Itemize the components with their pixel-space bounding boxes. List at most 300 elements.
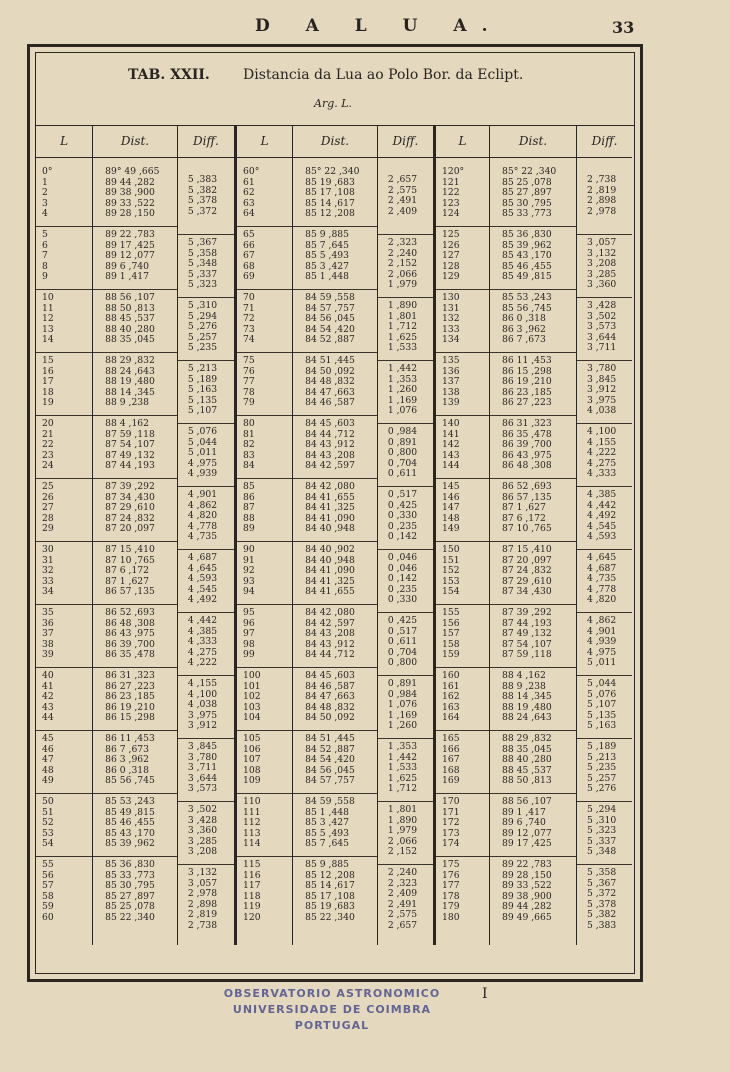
table-cell: 5 ,213 xyxy=(587,751,617,763)
row-group xyxy=(490,794,576,857)
table-cell: 163 xyxy=(442,701,460,713)
table-cell: 1 xyxy=(42,176,48,188)
row-group xyxy=(36,227,92,290)
row-group xyxy=(93,605,177,668)
row-groups xyxy=(293,158,377,923)
table-cell: 87 1 ,627 xyxy=(502,502,546,513)
table-cell: 0 ,046 xyxy=(387,552,418,563)
table-cell: 178 xyxy=(442,890,460,902)
row-group xyxy=(237,227,292,290)
table-cell: 89 33 ,522 xyxy=(105,197,155,209)
table-cell: 84 45 ,603 xyxy=(305,670,355,681)
table-cell: 85 9 ,885 xyxy=(305,859,349,870)
row-group xyxy=(577,676,632,739)
table-cell: 37 xyxy=(42,628,54,639)
table-cell: 168 xyxy=(442,764,460,776)
table-cell: 85 49 ,815 xyxy=(105,806,155,818)
table-cell: 148 xyxy=(442,512,460,524)
table-cell: 0 ,142 xyxy=(387,531,418,542)
table-cell: 5 ,382 xyxy=(187,184,218,196)
table-cell: 140 xyxy=(442,418,460,429)
row-group xyxy=(237,290,292,353)
table-cell: 85 3 ,427 xyxy=(305,260,349,272)
table-cell: 5 ,011 xyxy=(587,657,617,668)
row-groups xyxy=(378,158,433,931)
table-cell: 88 9 ,238 xyxy=(105,397,149,408)
table-cell: 89 17 ,425 xyxy=(105,239,155,251)
table-cell: 0 ,425 xyxy=(387,615,418,626)
table-cell: 3 ,780 xyxy=(187,751,218,763)
table-cell: 5 ,337 xyxy=(187,268,218,280)
table-cell: 4 ,593 xyxy=(587,531,617,542)
row-group xyxy=(237,542,292,605)
row-group xyxy=(490,668,576,731)
table-cell: 60 xyxy=(42,911,54,923)
table-cell: 2 ,738 xyxy=(187,919,218,931)
row-group xyxy=(93,668,177,731)
row-group xyxy=(577,613,632,676)
table-cell: 86 39 ,700 xyxy=(502,439,552,450)
table-cell: 130 xyxy=(442,292,460,303)
row-group xyxy=(490,353,576,416)
table-cell: 67 xyxy=(243,250,255,261)
table-cell: 87 15 ,410 xyxy=(502,544,552,555)
column-header: Diff. xyxy=(577,125,632,158)
row-group xyxy=(436,353,489,416)
table-cell: 5 ,348 xyxy=(187,258,218,269)
table-cell: 0 ,142 xyxy=(387,573,418,584)
table-cell: 162 xyxy=(442,691,460,702)
table-cell: 57 xyxy=(42,880,54,891)
table-cell: 88 40 ,280 xyxy=(502,754,552,765)
table-cell: 1 ,890 xyxy=(387,300,418,311)
running-title: D A L U A. xyxy=(255,16,503,36)
row-group xyxy=(36,668,92,731)
table-cell: 88 14 ,345 xyxy=(105,386,155,398)
table-cell: 89 38 ,900 xyxy=(502,890,552,902)
table-cell: 85 43 ,170 xyxy=(502,250,552,261)
table-cell: 88 4 ,162 xyxy=(502,670,546,681)
table-cell: 85 14 ,617 xyxy=(305,197,355,209)
table-cell: 136 xyxy=(442,365,460,377)
table-frame xyxy=(27,44,643,982)
table-cell: 39 xyxy=(42,649,54,660)
table-block xyxy=(436,125,632,945)
table-cell: 96 xyxy=(243,617,255,629)
table-cell: 1 ,169 xyxy=(387,709,418,721)
row-group xyxy=(577,865,632,931)
table-cell: 116 xyxy=(243,869,261,881)
table-cell: 1 ,169 xyxy=(387,394,418,406)
row-group xyxy=(378,802,433,865)
table-cell: 86 57 ,135 xyxy=(105,586,155,597)
table-cell: 23 xyxy=(42,449,54,461)
table-cell: 31 xyxy=(42,554,54,566)
table-id: TAB. XXII. xyxy=(128,67,210,83)
table-cell: 84 42 ,080 xyxy=(305,481,355,492)
table-cell: 84 40 ,948 xyxy=(305,554,355,566)
table-cell: 159 xyxy=(442,649,460,660)
row-group xyxy=(490,479,576,542)
table-cell: 160 xyxy=(442,670,460,681)
table-cell: 4 ,222 xyxy=(587,447,617,458)
table-cell: 5 ,382 xyxy=(587,909,617,920)
table-cell: 87 15 ,410 xyxy=(105,544,155,555)
table-cell: 86 11 ,453 xyxy=(105,733,155,744)
table-cell: 84 41 ,325 xyxy=(305,575,355,587)
table-cell: 88 56 ,107 xyxy=(105,292,155,303)
row-group xyxy=(93,731,177,794)
table-cell: 87 59 ,118 xyxy=(105,428,155,440)
row-group xyxy=(36,605,92,668)
row-group xyxy=(436,857,489,923)
table-cell: 76 xyxy=(243,365,255,377)
table-block xyxy=(36,125,237,945)
table-cell: 4 ,593 xyxy=(187,573,218,584)
table-cell: 86 48 ,308 xyxy=(502,460,552,471)
table-cell: 5 ,323 xyxy=(187,279,218,290)
table-cell: 4 ,385 xyxy=(187,625,218,637)
table-cell: 86 xyxy=(243,491,255,503)
table-cell: 28 xyxy=(42,512,54,524)
table-inner xyxy=(35,52,635,974)
table-cell: 85 36 ,830 xyxy=(105,859,155,870)
table-cell: 1 ,890 xyxy=(387,814,418,826)
table-cell: 85 7 ,645 xyxy=(305,239,349,251)
table-cell: 0 ,704 xyxy=(387,457,418,469)
table-cell: 5 ,257 xyxy=(587,772,617,784)
table-cell: 1 ,260 xyxy=(387,720,418,731)
table-cell: 172 xyxy=(442,817,460,828)
table-cell: 84 51 ,445 xyxy=(305,355,355,366)
table-cell: 46 xyxy=(42,743,54,755)
table-cell: 84 44 ,712 xyxy=(305,649,355,660)
table-cell: 2 xyxy=(42,187,48,198)
row-group xyxy=(36,416,92,479)
row-group xyxy=(577,739,632,802)
table-cell: 17 xyxy=(42,376,54,387)
table-cell: 108 xyxy=(243,764,261,776)
table-cell: 2 ,898 xyxy=(587,195,617,206)
table-cell: 4 ,862 xyxy=(587,615,617,626)
table-cell: 4 ,901 xyxy=(587,625,617,637)
table-cell: 5 ,337 xyxy=(587,835,617,847)
table-cell: 80 xyxy=(243,418,255,429)
table-cell: 84 50 ,092 xyxy=(305,712,355,723)
row-group xyxy=(178,298,234,361)
table-cell: 88 35 ,045 xyxy=(502,743,552,755)
table-cell: 3 ,711 xyxy=(187,762,218,773)
table-cell: 84 59 ,558 xyxy=(305,292,355,303)
table-cell: 104 xyxy=(243,712,261,723)
table-cell: 84 41 ,090 xyxy=(305,565,355,576)
row-group xyxy=(36,731,92,794)
row-group xyxy=(577,487,632,550)
table-cell: 85 5 ,493 xyxy=(305,250,349,261)
table-cell: 84 41 ,090 xyxy=(305,512,355,524)
table-cell: 4 ,492 xyxy=(587,510,617,521)
table-cell: 88 45 ,537 xyxy=(502,764,552,776)
row-group xyxy=(293,857,377,923)
table-cell: 14 xyxy=(42,334,54,345)
row-group xyxy=(93,416,177,479)
table-cell: 4 ,545 xyxy=(587,520,617,532)
table-cell: 1 ,442 xyxy=(387,363,418,374)
table-cell: 165 xyxy=(442,733,460,744)
table-cell: 3 ,360 xyxy=(587,279,617,290)
table-cell: 10 xyxy=(42,292,54,303)
table-cell: 24 xyxy=(42,460,54,471)
row-group xyxy=(237,668,292,731)
table-cell: 86 52 ,693 xyxy=(105,607,155,618)
row-group xyxy=(178,865,234,931)
table-cell: 4 ,975 xyxy=(187,457,218,469)
table-cell: 3 ,428 xyxy=(187,814,218,826)
table-cell: 111 xyxy=(243,806,261,818)
table-cell: 84 43 ,208 xyxy=(305,628,355,639)
table-cell: 5 ,383 xyxy=(187,174,218,185)
table-argument: Arg. L. xyxy=(314,97,353,110)
table-cell: 177 xyxy=(442,880,460,891)
table-cell: 1 ,712 xyxy=(387,321,418,332)
table-cell: 1 ,625 xyxy=(387,772,418,784)
table-cell: 0 ,891 xyxy=(387,436,418,448)
table-cell: 86 23 ,185 xyxy=(502,386,552,398)
table-cell: 5 ,294 xyxy=(587,804,617,815)
table-cell: 2 ,575 xyxy=(387,184,418,196)
table-cell: 127 xyxy=(442,250,460,261)
table-cell: 5 ,107 xyxy=(187,405,218,416)
table-cell: 1 ,801 xyxy=(387,804,418,815)
table-cell: 115 xyxy=(243,859,261,870)
diff-column xyxy=(178,125,234,945)
row-groups xyxy=(93,158,177,923)
table-cell: 86 48 ,308 xyxy=(105,617,155,629)
table-cell: 164 xyxy=(442,712,460,723)
table-cell: 3 ,057 xyxy=(187,877,218,889)
table-cell: 113 xyxy=(243,827,261,839)
table-cell: 1 ,353 xyxy=(387,373,418,385)
table-cell: 175 xyxy=(442,859,460,870)
table-cell: 88 14 ,345 xyxy=(502,691,552,702)
table-cell: 86 23 ,185 xyxy=(105,691,155,702)
table-cell: 5 ,310 xyxy=(587,814,617,826)
table-cell: 4 xyxy=(42,208,48,219)
table-cell: 84 52 ,887 xyxy=(305,743,355,755)
table-cell: 157 xyxy=(442,628,460,639)
column-header: Dist. xyxy=(293,125,377,158)
table-cell: 60° xyxy=(243,166,260,177)
table-cell: 5 ,076 xyxy=(587,688,617,700)
table-cell: 87 39 ,292 xyxy=(105,481,155,492)
column-header: Diff. xyxy=(178,125,234,158)
table-cell: 1 ,979 xyxy=(387,279,418,290)
table-cell: 3 ,285 xyxy=(587,268,617,280)
table-cell: 0 ,800 xyxy=(387,447,418,458)
table-cell: 106 xyxy=(243,743,261,755)
table-cell: 3 ,845 xyxy=(587,373,617,385)
row-group xyxy=(93,479,177,542)
table-cell: 5 ,107 xyxy=(587,699,617,710)
table-cell: 2 ,409 xyxy=(387,205,418,217)
table-cell: 3 ,573 xyxy=(587,321,617,332)
table-cell: 4 ,901 xyxy=(187,489,218,500)
table-cell: 98 xyxy=(243,638,255,650)
table-cell: 1 ,076 xyxy=(387,405,418,416)
table-cell: 85° 22 ,340 xyxy=(305,166,360,177)
table-cell: 89 6 ,740 xyxy=(502,817,546,828)
table-cell: 0 ,704 xyxy=(387,646,418,658)
row-group xyxy=(490,290,576,353)
row-group xyxy=(237,731,292,794)
table-cell: 2 ,066 xyxy=(387,268,418,280)
table-cell: 85 30 ,795 xyxy=(502,197,552,209)
row-group xyxy=(436,290,489,353)
row-group xyxy=(178,487,234,550)
table-cell: 146 xyxy=(442,491,460,503)
table-cell: 87 54 ,107 xyxy=(502,638,552,650)
table-cell: 5 ,367 xyxy=(587,877,617,889)
table-cell: 3 ,845 xyxy=(187,741,218,752)
table-cell: 89 6 ,740 xyxy=(105,260,149,272)
table-cell: 88 50 ,813 xyxy=(105,302,155,314)
table-cell: 68 xyxy=(243,260,255,272)
table-cell: 86 31 ,323 xyxy=(502,418,552,429)
row-group xyxy=(36,794,92,857)
table-cell: 79 xyxy=(243,397,255,408)
table-cell: 11 xyxy=(42,302,54,314)
table-cell: 158 xyxy=(442,638,460,650)
table-cell: 85 33 ,773 xyxy=(105,869,155,881)
table-cell: 84 41 ,325 xyxy=(305,502,355,513)
table-cell: 2 ,323 xyxy=(387,877,418,889)
table-cell: 72 xyxy=(243,313,255,324)
table-cell: 84 57 ,757 xyxy=(305,775,355,786)
table-cell: 5 ,358 xyxy=(587,867,617,878)
table-cell: 131 xyxy=(442,302,460,314)
table-cell: 2 ,898 xyxy=(187,898,218,910)
table-cell: 84 46 ,587 xyxy=(305,397,355,408)
table-cell: 86 7 ,673 xyxy=(105,743,149,755)
table-cell: 77 xyxy=(243,376,255,387)
table-cell: 86 52 ,693 xyxy=(502,481,552,492)
table-cell: 84 43 ,912 xyxy=(305,439,355,450)
column-header: Dist. xyxy=(490,125,576,158)
table-cell: 86 57 ,135 xyxy=(502,491,552,503)
table-cell: 58 xyxy=(42,890,54,902)
table-cell: 9 xyxy=(42,271,48,282)
table-cell: 85 53 ,243 xyxy=(502,292,552,303)
table-cell: 109 xyxy=(243,775,261,786)
table-cell: 84 54 ,420 xyxy=(305,754,355,765)
row-group xyxy=(237,857,292,923)
table-cell: 3 ,780 xyxy=(587,363,617,374)
table-cell: 87 59 ,118 xyxy=(502,649,552,660)
row-group xyxy=(93,290,177,353)
table-cell: 0 ,611 xyxy=(387,468,418,479)
table-cell: 85 14 ,617 xyxy=(305,880,355,891)
table-cell: 4 ,778 xyxy=(187,520,218,532)
table-cell: 15 xyxy=(42,355,54,366)
table-cell: 88 35 ,045 xyxy=(105,334,155,345)
table-cell: 144 xyxy=(442,460,460,471)
row-group xyxy=(36,857,92,923)
table-cell: 3 ,428 xyxy=(587,300,617,311)
table-cell: 73 xyxy=(243,323,255,335)
table-cell: 48 xyxy=(42,764,54,776)
table-cell: 89 38 ,900 xyxy=(105,187,155,198)
table-cell: 129 xyxy=(442,271,460,282)
table-cell: 4 ,442 xyxy=(587,499,617,511)
table-cell: 89 22 ,783 xyxy=(105,229,155,240)
table-cell: 4 ,939 xyxy=(587,636,617,647)
table-cell: 85 xyxy=(243,481,255,492)
table-cell: 85 36 ,830 xyxy=(502,229,552,240)
column-header: L xyxy=(436,125,489,158)
table-cell: 87 44 ,193 xyxy=(105,460,155,471)
row-group xyxy=(436,227,489,290)
table-cell: 4 ,687 xyxy=(587,562,617,574)
table-cell: 52 xyxy=(42,817,54,828)
table-cell: 2 ,819 xyxy=(187,909,218,920)
table-cell: 169 xyxy=(442,775,460,786)
table-cell: 118 xyxy=(243,890,261,902)
table-cell: 84 42 ,597 xyxy=(305,460,355,471)
table-cell: 27 xyxy=(42,502,54,513)
table-cell: 89 28 ,150 xyxy=(502,869,552,881)
table-cell: 87 24 ,832 xyxy=(105,512,155,524)
table-cell: 2 ,491 xyxy=(387,195,418,206)
table-cell: 1 ,353 xyxy=(387,741,418,752)
table-cell: 85 17 ,108 xyxy=(305,187,355,198)
table-cell: 89 17 ,425 xyxy=(502,838,552,849)
table-cell: 4 ,333 xyxy=(587,468,617,479)
table-cell: 126 xyxy=(442,239,460,251)
row-group xyxy=(293,794,377,857)
table-cell: 3 ,502 xyxy=(187,804,218,815)
table-cell: 0 ,800 xyxy=(387,657,418,668)
table-cell: 5 ,276 xyxy=(587,783,617,794)
row-group xyxy=(237,416,292,479)
table-cell: 0° xyxy=(42,166,53,177)
table-cell: 0 ,330 xyxy=(387,510,418,521)
table-cell: 2 ,978 xyxy=(587,205,617,217)
row-group xyxy=(293,731,377,794)
table-cell: 85 33 ,773 xyxy=(502,208,552,219)
table-cell: 5 ,383 xyxy=(587,919,617,931)
table-cell: 5 ,372 xyxy=(187,205,218,217)
table-cell: 0 ,611 xyxy=(387,636,418,647)
table-cell: 124 xyxy=(442,208,460,219)
table-cell: 81 xyxy=(243,428,255,440)
table-cell: 62 xyxy=(243,187,255,198)
table-cell: 121 xyxy=(442,176,460,188)
table-cell: 5 xyxy=(42,229,48,240)
table-cell: 3 ,912 xyxy=(187,720,218,731)
table-cell: 38 xyxy=(42,638,54,650)
table-cell: 5 ,235 xyxy=(587,762,617,773)
table-cell: 84 43 ,912 xyxy=(305,638,355,650)
table-cell: 5 ,367 xyxy=(187,237,218,248)
table-cell: 3 ,208 xyxy=(187,846,218,857)
table-cell: 89 49 ,665 xyxy=(502,911,552,923)
column-header: Diff. xyxy=(378,125,433,158)
table-cell: 61 xyxy=(243,176,255,188)
table-cell: 5 ,372 xyxy=(587,888,617,899)
table-cell: 86 7 ,673 xyxy=(502,334,546,345)
stamp-line: UNIVERSIDADE DE COIMBRA xyxy=(232,1003,432,1016)
table-cell: 0 ,984 xyxy=(387,688,418,700)
